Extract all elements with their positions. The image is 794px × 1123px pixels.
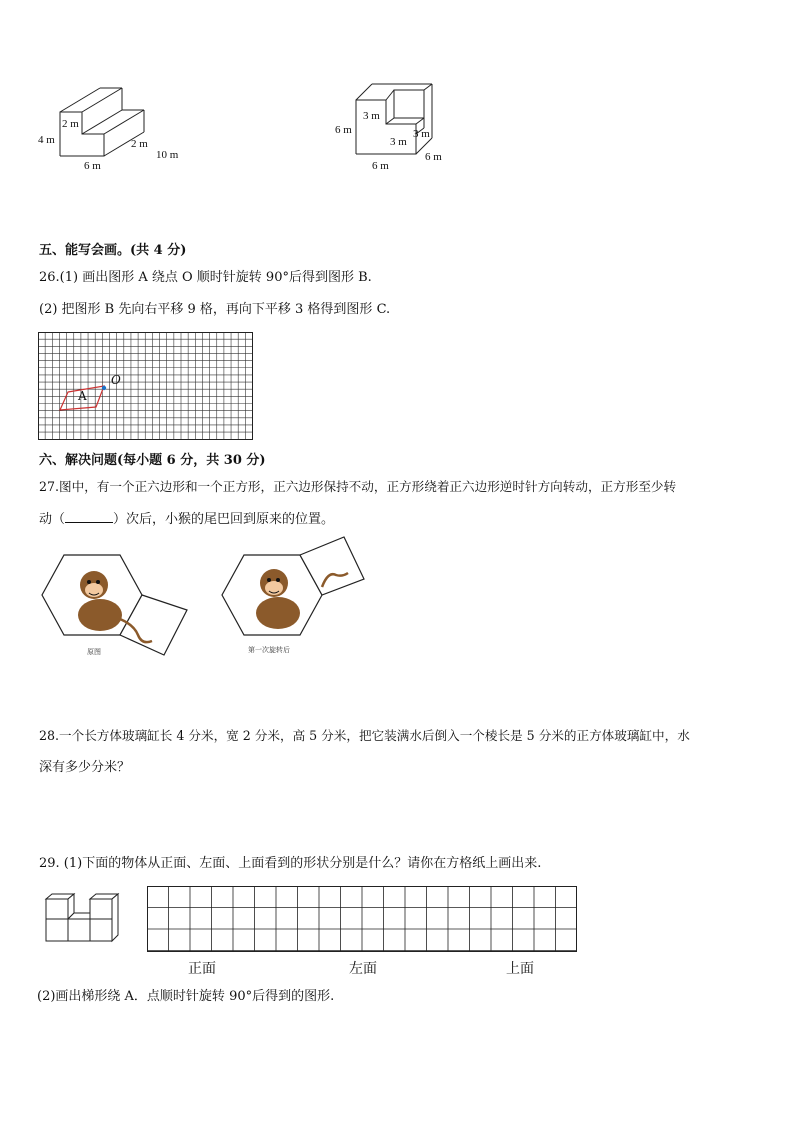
label-o: O bbox=[111, 373, 121, 387]
fig2-label-height: 6 m bbox=[335, 124, 352, 136]
fig1-label-width: 6 m bbox=[84, 160, 101, 172]
hexagon-figure-rotated bbox=[222, 535, 382, 645]
q29-part2: (2)画出梯形绕 A．点顺时针旋转 90°后得到的图形. bbox=[37, 989, 335, 1004]
fig1-label-step-inner: 2 m bbox=[131, 138, 148, 150]
fig1-label-left-height: 4 m bbox=[38, 134, 55, 146]
q27-line1: 27.图中，有一个正六边形和一个正方形，正六边形保持不动，正方形绕着正六边形逆时针方向转动，正方形至少转 bbox=[39, 479, 677, 494]
label-left-view: 左面 bbox=[349, 961, 377, 977]
fig2-label-cut-right: 3 m bbox=[413, 128, 430, 140]
fig2-label-width: 6 m bbox=[372, 160, 389, 172]
q26-grid bbox=[38, 332, 253, 440]
label-front-view: 正面 bbox=[188, 961, 216, 977]
label-a: A bbox=[78, 389, 87, 403]
fig2-label-cut-inner: 3 m bbox=[390, 136, 407, 148]
q28-line1: 28.一个长方体玻璃缸长 4 分米，宽 2 分米，高 5 分米，把它装满水后倒入一个棱长是 5 分米的正方体玻璃缸中，水 bbox=[39, 728, 690, 743]
section6-heading: 六、解决问题(每小题 6 分，共 30 分) bbox=[39, 453, 266, 468]
q29-part1: 29. (1)下面的物体从正面、左面、上面看到的形状分别是什么？请你在方格纸上画出来. bbox=[39, 856, 542, 871]
hexagon-figure-original bbox=[42, 555, 222, 660]
figure-notched-cube bbox=[350, 78, 460, 168]
fig2-label-depth: 6 m bbox=[425, 151, 442, 163]
q26-part2: (2) 把图形 B 先向右平移 9 格，再向下平移 3 格得到图形 C. bbox=[39, 302, 391, 317]
label-top-view: 上面 bbox=[506, 961, 534, 977]
point-o bbox=[102, 386, 106, 390]
q27-line2: 动（ ）次后，小猴的尾巴回到原来的位置。 bbox=[39, 512, 335, 527]
caption-after-rotation: 第一次旋转后 bbox=[248, 646, 290, 654]
section5-heading: 五、能写会画。(共 4 分) bbox=[39, 243, 187, 258]
q29-grid bbox=[147, 886, 577, 952]
q27-answer-blank[interactable] bbox=[65, 510, 113, 523]
fig1-label-step-height: 2 m bbox=[62, 118, 79, 130]
caption-original: 原图 bbox=[87, 648, 101, 656]
fig2-label-cut-top: 3 m bbox=[363, 110, 380, 122]
q28-line2: 深有多少分米？ bbox=[39, 760, 131, 775]
fig1-label-length: 10 m bbox=[156, 149, 179, 161]
q29-cubes bbox=[44, 893, 130, 943]
q26-part1: 26.(1) 画出图形 A 绕点 O 顺时针旋转 90°后得到图形 B. bbox=[39, 270, 372, 285]
